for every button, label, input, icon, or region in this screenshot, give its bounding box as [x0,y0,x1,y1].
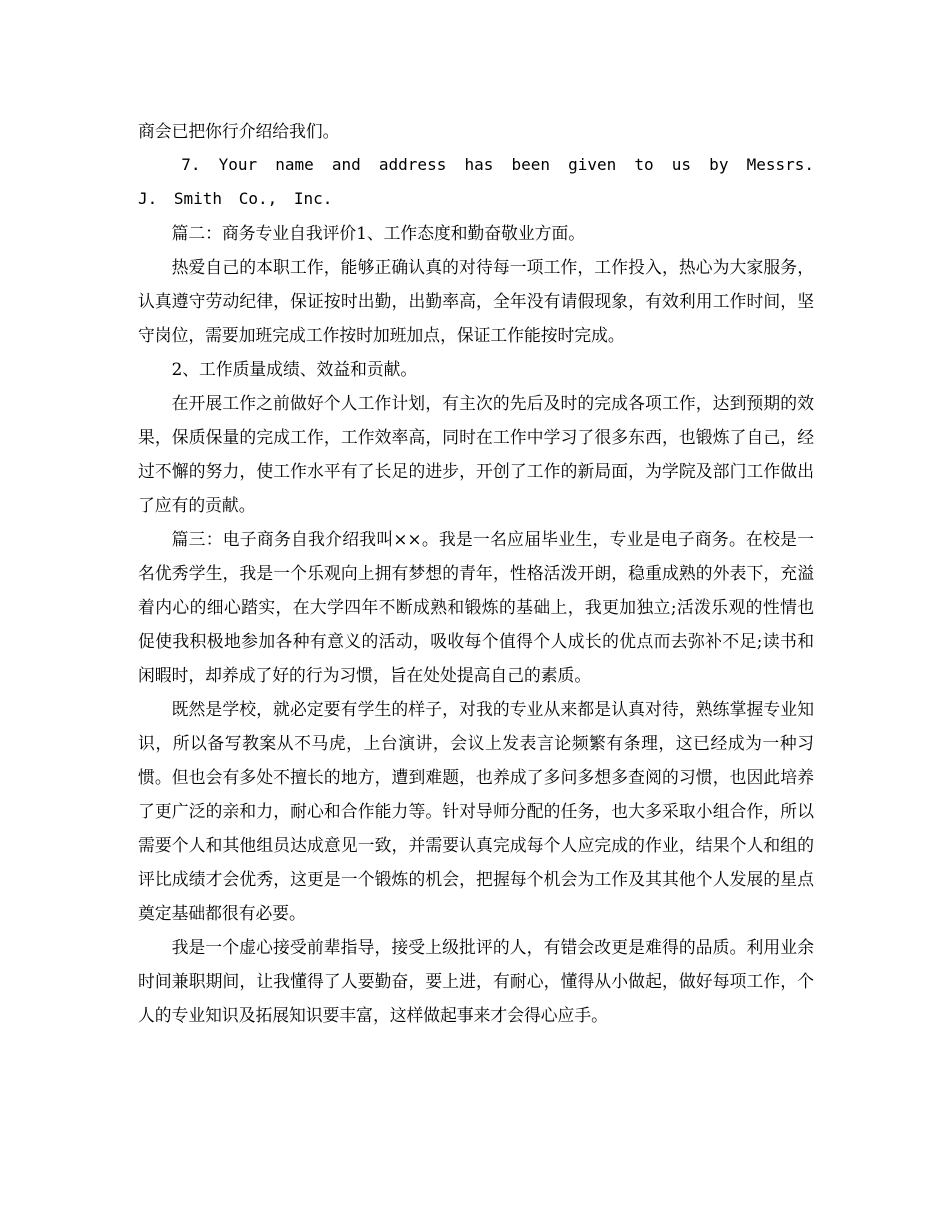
paragraph-english-example: 7. Your name and address has been given to us by Messrs. J. Smith Co., Inc. [138,155,814,208]
paragraph-work-attitude: 热爱自己的本职工作，能够正确认真的对待每一项工作，工作投入，热心为大家服务，认真遵守劳动纪律，保证按时出勤，出勤率高，全年没有请假现象，有效利用工作时间，坚守岗位，需要加班完成工作按时加班加点，保证工作能按时完成。 [138,257,814,345]
paragraph-quality-heading: 2、工作质量成绩、效益和贡献。 [171,359,418,379]
paragraph-study-habits: 既然是学校，就必定要有学生的样子，对我的专业从来都是认真对待，熟练掌握专业知识，所以备写教案从不马虎，上台演讲，会议上发表言论频繁有条理，这已经成为一种习惯。但也会有多处不擅长的地方，遭到难题，也养成了多问多想多查阅的习惯，也因此培养了更广泛的亲和力，耐心和合作能力等。针对导师分配的任务，也大多采取小组合作，所以需要个人和其他组员达成意见一致，并需要认真完成每个人应完成的作业，结果个人和组的评比成绩才会优秀，这更是一个锻炼的机会，把握每个机会为工作及其其他个人发展的星点奠定基础都很有必要。 [138,699,814,923]
paragraph-section-two-heading: 篇二：商务专业自我评价1、工作态度和勤奋敬业方面。 [171,223,586,243]
paragraph-work-quality: 在开展工作之前做好个人工作计划，有主次的先后及时的完成各项工作，达到预期的效果，保质保量的完成工作，工作效率高，同时在工作中学习了很多东西，也锻炼了自己，经过不懈的努力，使工作水平有了长足的进步，开创了工作的新局面，为学院及部门工作做出了应有的贡献。 [138,393,814,515]
paragraph-section-three: 篇三：电子商务自我介绍我叫××。我是一名应届毕业生，专业是电子商务。在校是一名优秀学生，我是一个乐观向上拥有梦想的青年，性格活泼开朗，稳重成熟的外表下，充溢着内心的细心踏实，在大学四年不断成熟和锻炼的基础上，我更加独立;活泼乐观的性情也促使我积极地参加各种有意义的活动，吸收每个值得个人成长的优点而去弥补不足;读书和闲暇时，却养成了好的行为习惯，旨在处处提高自己的素质。 [138,529,814,685]
paragraph-continuation: 商会已把你行介绍给我们。 [138,121,340,141]
paragraph-personal-qualities: 我是一个虚心接受前辈指导，接受上级批评的人，有错会改更是难得的品质。利用业余时间兼职期间，让我懂得了人要勤奋，要上进，有耐心，懂得从小做起，做好每项工作，个人的专业知识及拓展知识要丰富，这样做起事来才会得心应手。 [138,937,814,1025]
document-body [138,114,814,1032]
